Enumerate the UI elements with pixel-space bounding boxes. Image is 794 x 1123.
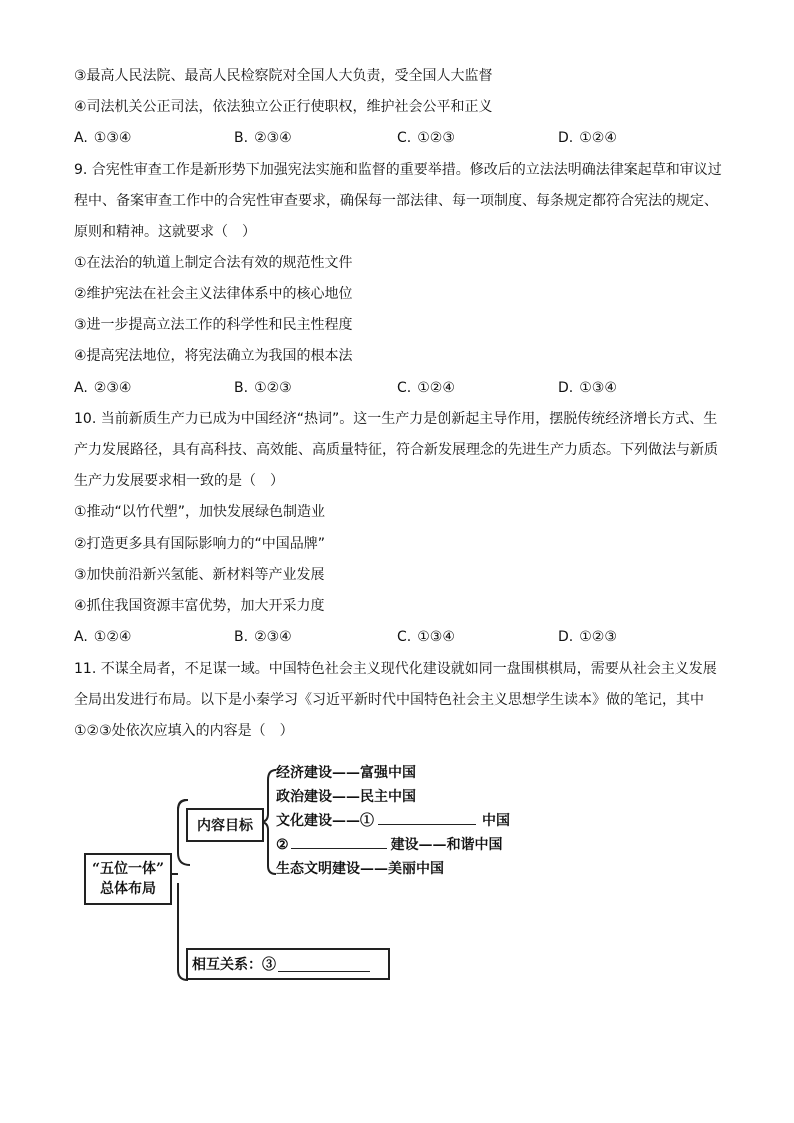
root-title-line-1: “五位一体” [91, 861, 165, 877]
q9-item-3: ③进一步提高立法工作的科学性和民主性程度 [74, 317, 353, 333]
content-target-box: 内容目标 [186, 808, 264, 842]
relation-label: 相互关系：③ [192, 957, 276, 973]
row-culture: 文化建设——① 中国 [276, 810, 510, 830]
q9-option-c[interactable]: C. ①②④ [397, 380, 455, 396]
q10-option-a[interactable]: A. ①②④ [74, 629, 132, 645]
q9-stem-line-2: 程中、备案审查工作中的合宪性审查要求，确保每一部法律、每一项制度、每条规定都符合宪法的规定、 [74, 193, 718, 209]
q10-stem-line-2: 产力发展路径，具有高科技、高效能、高质量特征，符合新发展理念的先进生产力质态。下列做法与新质 [74, 442, 718, 458]
q8-option-a[interactable]: A. ①③④ [74, 130, 132, 146]
q10-option-c[interactable]: C. ①③④ [397, 629, 455, 645]
q9-stem-line-1: 9. 合宪性审查工作是新形势下加强宪法实施和监督的重要举措。修改后的立法法明确法律案起草和审议过 [74, 162, 722, 178]
root-box [84, 853, 172, 905]
q10-stem-line-1: 10. 当前新质生产力已成为中国经济“热词”。这一生产力是创新起主导作用，摆脱传统经济增长方式、生 [74, 411, 718, 427]
row-society: ② 建设——和谐中国 [276, 834, 503, 854]
relation-box [186, 948, 390, 980]
q10-item-4: ④抓住我国资源丰富优势，加大开采力度 [74, 598, 325, 614]
row-economy: 经济建设——富强中国 [276, 765, 416, 781]
q10-item-3: ③加快前沿新兴氢能、新材料等产业发展 [74, 567, 325, 583]
row-ecology: 生态文明建设——美丽中国 [276, 861, 444, 877]
q9-item-2: ②维护宪法在社会主义法律体系中的核心地位 [74, 286, 353, 302]
q11-stem-line-1: 11. 不谋全局者，不足谋一域。中国特色社会主义现代化建设就如同一盘围棋棋局，需要从社会主义发展 [74, 661, 717, 677]
blank-1 [378, 810, 476, 825]
q10-option-d[interactable]: D. ①②③ [558, 629, 617, 645]
q9-item-4: ④提高宪法地位，将宪法确立为我国的根本法 [74, 348, 353, 364]
q10-item-1: ①推动“以竹代塑”，加快发展绿色制造业 [74, 504, 326, 520]
five-in-one-diagram [80, 758, 550, 990]
q9-option-b[interactable]: B. ①②③ [234, 380, 292, 396]
q10-stem-line-3: 生产力发展要求相一致的是（ ） [74, 473, 284, 489]
root-title-line-2: 总体布局 [99, 881, 156, 897]
relation-blank [278, 957, 370, 972]
q8-option-d[interactable]: D. ①②④ [558, 130, 617, 146]
q8-item-3: ③最高人民法院、最高人民检察院对全国人大负责，受全国人大监督 [74, 68, 493, 84]
blank-2 [291, 834, 387, 849]
q9-option-d[interactable]: D. ①③④ [558, 380, 617, 396]
row-politics: 政治建设——民主中国 [276, 789, 416, 805]
q8-option-c[interactable]: C. ①②③ [397, 130, 455, 146]
q8-option-b[interactable]: B. ②③④ [234, 130, 292, 146]
q8-item-4: ④司法机关公正司法，依法独立公正行使职权，维护社会公平和正义 [74, 99, 493, 115]
q10-option-b[interactable]: B. ②③④ [234, 629, 292, 645]
q9-item-1: ①在法治的轨道上制定合法有效的规范性文件 [74, 255, 353, 271]
q11-stem-line-2: 全局出发进行布局。以下是小秦学习《习近平新时代中国特色社会主义思想学生读本》做的笔记，其中 [74, 692, 704, 708]
q10-item-2: ②打造更多具有国际影响力的“中国品牌” [74, 536, 326, 552]
q9-option-a[interactable]: A. ②③④ [74, 380, 132, 396]
q11-stem-line-3: ①②③处依次应填入的内容是（ ） [74, 723, 294, 739]
q9-stem-line-3: 原则和精神。这就要求（ ） [74, 224, 256, 240]
